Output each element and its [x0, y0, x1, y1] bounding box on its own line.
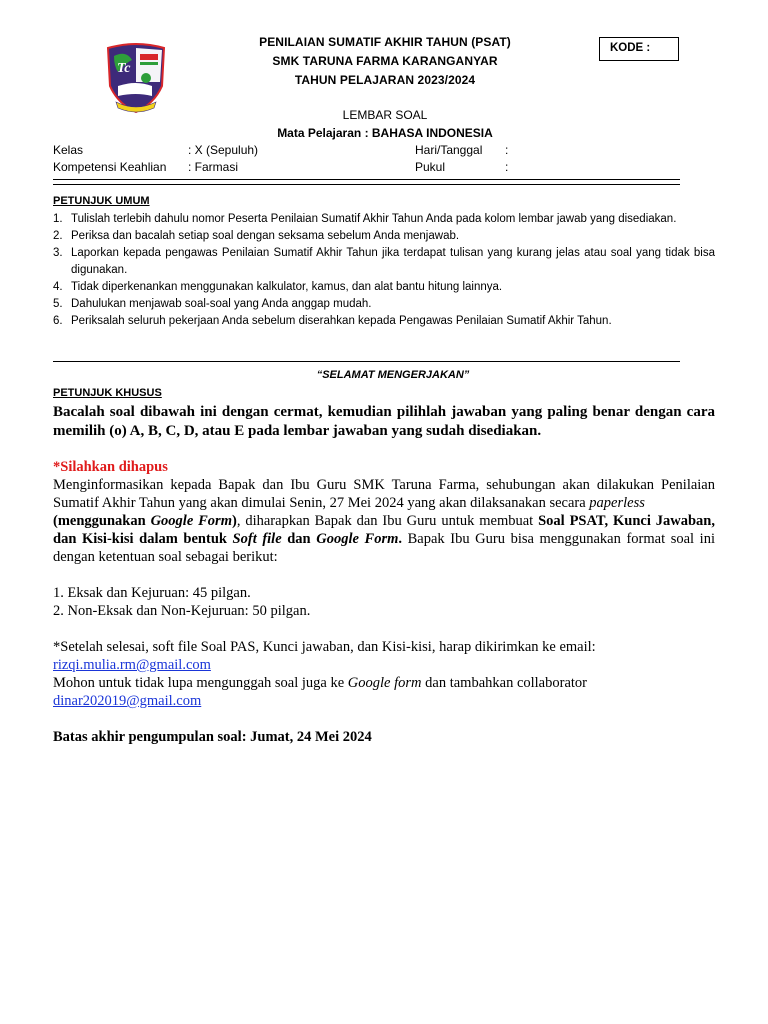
petunjuk-umum-list — [53, 211, 715, 330]
pukul-value: : — [505, 160, 509, 174]
shield-icon — [104, 42, 168, 118]
petunjuk-khusus-title: PETUNJUK KHUSUS — [53, 387, 162, 399]
kelas-value: : X (Sepuluh) — [188, 143, 259, 157]
kompetensi-label: Kompetensi Keahlian — [53, 160, 167, 174]
note-block — [53, 458, 715, 746]
school-logo — [104, 42, 168, 118]
pukul-label: Pukul — [415, 160, 446, 174]
sheet-title: LEMBAR SOAL — [342, 108, 428, 122]
academic-year: TAHUN PELAJARAN 2023/2024 — [294, 73, 476, 87]
kelas-label: Kelas — [53, 143, 84, 157]
rule-non-eksak: 2. Non-Eksak dan Non-Kejuruan: 50 pilgan. — [53, 603, 311, 619]
list-item: 2. Periksa dan bacalah setiap soal dengan seksama sebelum Anda menjawab. — [53, 230, 460, 242]
subject-line: Mata Pelajaran : BAHASA INDONESIA — [277, 126, 493, 140]
list-item: 5. Dahulukan menjawab soal-soal yang Anda anggap mudah. — [53, 298, 372, 310]
kompetensi-value: : Farmasi — [188, 160, 239, 174]
motto: “SELAMAT MENGERJAKAN” — [316, 369, 470, 381]
email-link-dinar[interactable]: dinar202019@gmail.com — [53, 693, 202, 709]
deadline: Batas akhir pengumpulan soal: Jumat, 24 Mei 2024 — [53, 729, 372, 745]
section-divider — [53, 361, 680, 362]
kode-box — [599, 37, 679, 61]
school-name: SMK TARUNA FARMA KARANGANYAR — [272, 54, 498, 68]
email-link-rizqi[interactable]: rizqi.mulia.rm@gmail.com — [53, 657, 211, 673]
hari-value: : — [505, 143, 509, 157]
list-item: 1. Tulislah terlebih dahulu nomor Peserta Penilaian Sumatif Akhir Tahun Anda pada kolom lembar jawab yang disediakan. — [53, 213, 677, 225]
hari-label: Hari/Tanggal — [415, 143, 483, 157]
info-paragraph: Menginformasikan kepada Bapak dan Ibu Guru SMK Taruna Farma, sehubungan akan dilakukan Penilaian Sumatif Akhir Tahun yang akan dimulai Senin, 27 Mei 2024 yang akan dilaksanakan secara paperless (menggunakan Google Form), diharapkan Bapak dan Ibu Guru untuk membuat Soal PSAT, Kunci Jawaban, dan Kisi-kisi dalam bentuk Soft file dan Google Form. Bapak Ibu Guru bisa menggunakan format soal ini dengan ketentuan soal sebagai berikut: — [53, 477, 715, 565]
svg-text:Tc: Tc — [117, 61, 131, 76]
petunjuk-umum-title: PETUNJUK UMUM — [53, 195, 150, 207]
exam-title: PENILAIAN SUMATIF AKHIR TAHUN (PSAT) — [259, 35, 511, 49]
list-item: 4. Tidak diperkenankan menggunakan kalkulator, kamus, dan alat bantu hitung lainnya. — [53, 281, 503, 293]
list-item: 3. Laporkan kepada pengawas Penilaian Sumatif Akhir Tahun jika terdapat tulisan yang kurang jelas atau soal yang tidak bisa digunakan. — [53, 247, 715, 276]
upload-note: Mohon untuk tidak lupa mengunggah soal juga ke Google form dan tambahkan collaborator — [53, 675, 587, 691]
delete-note: *Silahkan dihapus — [53, 459, 168, 475]
list-item: 6. Periksalah seluruh pekerjaan Anda sebelum diserahkan kepada Pengawas Penilaian Sumatif Akhir Tahun. — [53, 315, 612, 327]
rule-eksak: 1. Eksak dan Kejuruan: 45 pilgan. — [53, 585, 251, 601]
petunjuk-khusus-body: Bacalah soal dibawah ini dengan cermat, kemudian pilihlah jawaban yang paling benar dengan cara memilih (o) A, B, C, D, atau E pada lembar jawaban yang sudah disediakan. — [53, 404, 715, 439]
kode-label: KODE : — [610, 42, 651, 54]
email-intro: *Setelah selesai, soft file Soal PAS, Kunci jawaban, dan Kisi-kisi, harap dikirimkan ke email: — [53, 639, 596, 655]
header-divider — [53, 179, 680, 185]
